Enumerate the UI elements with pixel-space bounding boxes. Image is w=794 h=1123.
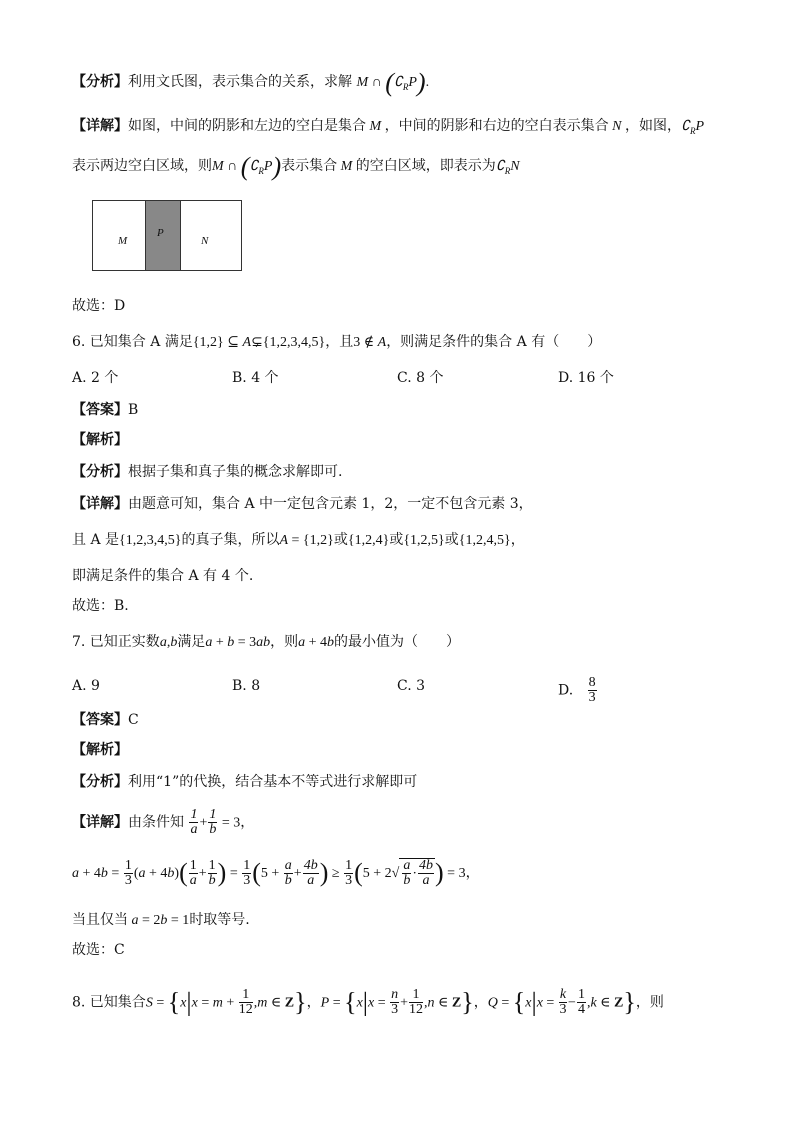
q6-option-b: B. 4 个 (232, 370, 279, 386)
q7-answer (72, 710, 139, 730)
q7-derivation: a + 4b = $\frac{1}{3}$ (a + 4b)( $\frac{1}{a}$ + $\frac{1}{b}$ ) = $\frac{1}{3}$ (5 + $\frac{a}{b}$ + $\frac{4b}{a}$ ) ≥ $\frac{1}{3}$ (5 + 2√ $\frac{a}{b}$ · $\frac{4b}{a}$ ) = 3， (72, 857, 480, 888)
q8-stem-a: 8. 已知集合 (72, 994, 146, 1011)
answer-tag: 【答案】 (72, 402, 128, 418)
q7-analysis-text: 利用“1”的代换，结合基本不等式进行求解即可 (128, 774, 418, 790)
or-word: 或 (333, 532, 348, 548)
q8-then: ，则 (635, 994, 664, 1011)
q7-stem-d: 的最小值为（ ） (334, 634, 461, 650)
q7-option-b: B. 8 (232, 678, 261, 694)
q6-solution-tag: 【解析】 (72, 432, 128, 448)
p5-detail-text-2a: 表示两边空白区域，则 (72, 158, 212, 174)
q6-choose: 故选：B. (72, 598, 129, 614)
q7-option-c: C. 3 (397, 678, 426, 694)
analysis-tag: 【分析】 (72, 464, 128, 480)
q7-equality-text: 当且仅当 (72, 912, 128, 928)
q7-equality-text-b: 时取等号. (189, 912, 250, 928)
p5-detail-line-2: 表示两边空白区域，则M ∩ $(∁_RP)$表示集合 M 的空白区域，即表示为$∁_RN$ (72, 151, 520, 181)
p5-detail-text-2c: 的空白区域，即表示为 (355, 158, 496, 174)
analysis-tag: 【分析】 (72, 774, 128, 790)
answer-tag: 【答案】 (72, 712, 128, 728)
or-word: 或 (389, 532, 404, 548)
q7-equality: 当且仅当 a = 2b = 1时取等号. (72, 912, 250, 928)
q6-detail-text-2a: 且 A 是 (72, 532, 120, 548)
or-word: 或 (444, 532, 459, 548)
q6-answer (72, 400, 138, 420)
q7-option-a: A. 9 (72, 678, 100, 694)
venn-label-n: N (201, 235, 209, 247)
p5-detail-line-1: 【详解】如图，中间的阴影和左边的空白是集合 M ，中间的阴影和右边的空白表示集合 N ，如图，$∁_RP$ (72, 118, 704, 136)
q6-detail-3: 即满足条件的集合 A 有 4 个. (72, 568, 254, 584)
detail-tag: 【详解】 (72, 814, 128, 831)
venn-diagram (92, 200, 242, 271)
p5-detail-text-1a: 如图，中间的阴影和左边的空白是集合 (128, 118, 366, 134)
q6-stem-a: 6. 已知集合 A 满足 (72, 334, 193, 350)
q6-answer-value: B (128, 402, 139, 418)
q6-detail-1 (72, 494, 533, 514)
q7-analysis (72, 772, 417, 792)
p5-choose: 故选：D (72, 298, 126, 314)
q7-option-d-label: D. (558, 682, 574, 699)
q7-option-d: D. $\frac{8}{3}$ (558, 675, 596, 705)
q6-option-d: D. 16 个 (558, 370, 614, 386)
q7-solution-tag: 【解析】 (72, 742, 128, 758)
q6-option-a: A. 2 个 (72, 370, 119, 386)
q6-stem: 6. 已知集合 A 满足{1,2} ⊆ A⊊{1,2,3,4,5}，且3 ∉ A，则满足条件的集合 A 有（ ） (72, 334, 602, 350)
q6-detail-text-1: 由题意可知，集合 A 中一定包含元素 1，2，一定不包含元素 3， (128, 496, 533, 512)
comma: ， (473, 994, 488, 1011)
q6-option-c: C. 8 个 (397, 370, 444, 386)
q7-stem-b: 满足 (177, 634, 206, 650)
q6-detail-text-2b: 的真子集，所以 (181, 532, 280, 548)
detail-tag: 【详解】 (72, 496, 128, 512)
p5-detail-text-2b: 表示集合 (281, 158, 338, 174)
q7-detail-1: 【详解】由条件知 $\frac{1}{a}$ + $\frac{1}{b}$ = 3， (72, 807, 255, 837)
comma: ， (306, 994, 321, 1011)
detail-tag: 【详解】 (72, 118, 128, 134)
q7-stem-c: ，则 (270, 634, 299, 650)
venn-label-m: M (118, 235, 128, 247)
q7-choose: 故选：C (72, 942, 125, 958)
p5-analysis-line: 【分析】利用文氏图，表示集合的关系，求解 M ∩ $(∁_RP)$. (72, 67, 430, 97)
q7-stem-a: 7. 已知正实数 (72, 634, 160, 650)
p5-analysis-text: 利用文氏图，表示集合的关系，求解 (128, 74, 352, 90)
q6-detail-2: 且 A 是{1,2,3,4,5}的真子集，所以A = {1,2}或{1,2,4}或{1,2,5}或{1,2,4,5}， (72, 532, 525, 548)
q7-stem: 7. 已知正实数a,b满足a + b = 3ab，则a + 4b的最小值为（ ） (72, 634, 461, 650)
p5-detail-text-1c: ，如图， (625, 118, 682, 134)
q6-analysis-text: 根据子集和真子集的概念求解即可. (128, 464, 343, 480)
q7-detail-text-1: 由条件知 (128, 814, 184, 831)
venn-label-p: P (157, 227, 164, 239)
q8-stem: 8. 已知集合S = {x|x = m + $\frac{1}{12}$ ,m ∈ Z}，P = {x|x = $\frac{n}{3}$ + $\frac{1}{12}$ ,n ∈ Z}，Q = {x|x = $\frac{k}{3}$ − $\frac{1}{4}$ ,k ∈ Z}，则 (72, 987, 664, 1017)
analysis-tag: 【分析】 (72, 74, 128, 90)
q7-answer-value: C (128, 712, 139, 728)
q6-analysis (72, 462, 342, 482)
q6-stem-b: ，且 (325, 334, 354, 350)
q6-stem-c: ，则满足条件的集合 A 有（ ） (386, 334, 602, 350)
p5-formula: M ∩ $(∁_RP)$ (356, 67, 426, 97)
p5-detail-text-1b: ，中间的阴影和右边的空白表示集合 (384, 118, 609, 134)
